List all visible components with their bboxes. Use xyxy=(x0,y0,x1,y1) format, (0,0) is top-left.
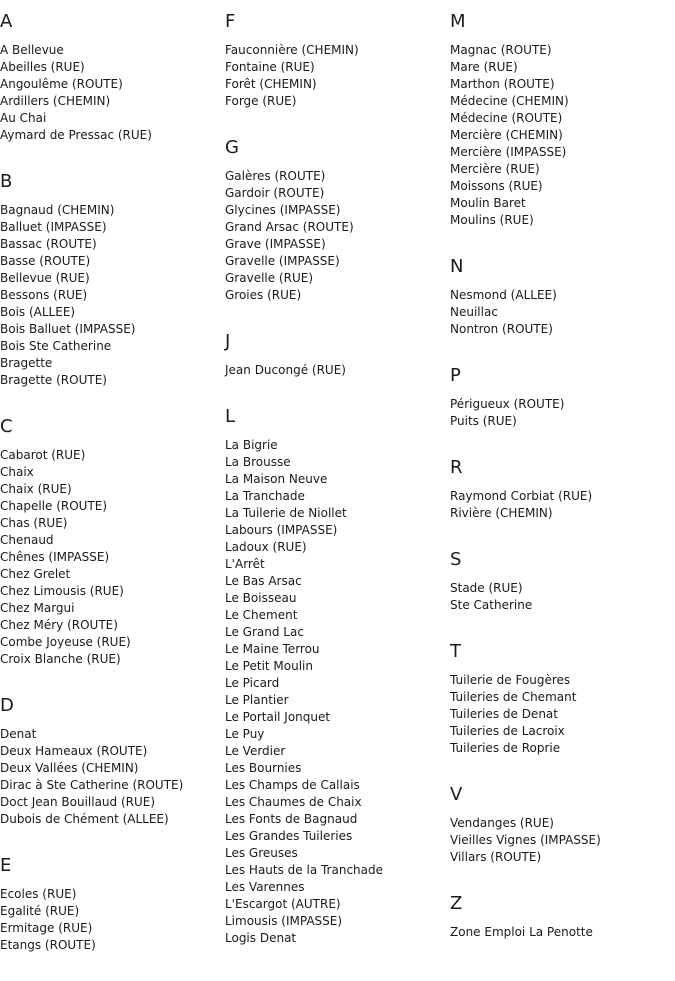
street-name: Le Portail Jonquet xyxy=(225,710,331,724)
street-list xyxy=(0,726,220,828)
street-name: A Bellevue xyxy=(0,43,64,57)
street-name: Le Bas Arsac xyxy=(225,574,302,588)
street-name: Les Varennes xyxy=(225,880,305,894)
street-name: Groies (RUE) xyxy=(225,288,302,302)
street-name: Zone Emploi La Penotte xyxy=(450,925,593,939)
street-name: Chaix (RUE) xyxy=(0,482,72,496)
street-name: Chez Limousis (RUE) xyxy=(0,584,124,598)
street-list xyxy=(450,815,670,866)
street-name: Doct Jean Bouillaud (RUE) xyxy=(0,795,156,809)
street-list xyxy=(225,42,445,110)
letter-heading: C xyxy=(0,416,13,437)
street-name: Ermitage (RUE) xyxy=(0,921,93,935)
letter-group xyxy=(450,11,670,229)
street-index-column-3 xyxy=(450,0,670,968)
street-list xyxy=(450,287,670,338)
street-name: Angoulême (ROUTE) xyxy=(0,77,123,91)
letter-heading: M xyxy=(450,11,466,32)
street-name: Le Puy xyxy=(225,727,265,741)
street-name: Le Boisseau xyxy=(225,591,297,605)
street-name: Combe Joyeuse (RUE) xyxy=(0,635,131,649)
letter-group xyxy=(450,784,670,866)
street-name: Labours (IMPASSE) xyxy=(225,523,338,537)
street-list xyxy=(0,42,220,144)
street-name: Raymond Corbiat (RUE) xyxy=(450,489,593,503)
street-name: Le Picard xyxy=(225,676,280,690)
street-name: Mare (RUE) xyxy=(450,60,518,74)
street-list xyxy=(225,362,445,379)
street-name: Neuillac xyxy=(450,305,498,319)
street-name: Les Champs de Callais xyxy=(225,778,360,792)
street-list xyxy=(450,396,670,430)
letter-group xyxy=(450,365,670,430)
street-name: Vieilles Vignes (IMPASSE) xyxy=(450,833,601,847)
street-index-column-1 xyxy=(0,0,220,981)
street-name: Grand Arsac (ROUTE) xyxy=(225,220,354,234)
letter-group xyxy=(225,137,445,304)
letter-group xyxy=(450,893,670,941)
letter-heading: E xyxy=(0,855,12,876)
street-name: Bragette (ROUTE) xyxy=(0,373,107,387)
street-name: La Tranchade xyxy=(225,489,305,503)
street-name: Moissons (RUE) xyxy=(450,179,543,193)
street-name: Gravelle (RUE) xyxy=(225,271,314,285)
street-name: Bellevue (RUE) xyxy=(0,271,90,285)
street-name: Abeilles (RUE) xyxy=(0,60,85,74)
street-name: Le Grand Lac xyxy=(225,625,304,639)
street-name: Périgueux (ROUTE) xyxy=(450,397,565,411)
street-list xyxy=(0,886,220,954)
letter-heading: T xyxy=(450,641,461,662)
letter-heading: D xyxy=(0,695,14,716)
street-index-column-2 xyxy=(225,0,445,974)
street-name: Aymard de Pressac (RUE) xyxy=(0,128,152,142)
street-name: Les Hauts de la Tranchade xyxy=(225,863,384,877)
street-name: Chaix xyxy=(0,465,34,479)
letter-heading: R xyxy=(450,457,463,478)
letter-heading: L xyxy=(225,406,236,427)
letter-group xyxy=(450,256,670,338)
street-list xyxy=(450,488,670,522)
street-name: Le Plantier xyxy=(225,693,289,707)
street-name: Glycines (IMPASSE) xyxy=(225,203,341,217)
street-name: Rivière (CHEMIN) xyxy=(450,506,553,520)
street-name: Bagnaud (CHEMIN) xyxy=(0,203,115,217)
street-name: Au Chai xyxy=(0,111,47,125)
street-list xyxy=(0,202,220,389)
street-name: Le Verdier xyxy=(225,744,286,758)
street-name: Le Petit Moulin xyxy=(225,659,313,673)
street-name: Gardoir (ROUTE) xyxy=(225,186,325,200)
street-name: Bois Ste Catherine xyxy=(0,339,112,353)
street-name: Logis Denat xyxy=(225,931,297,945)
letter-group xyxy=(450,549,670,614)
street-name: Moulin Baret xyxy=(450,196,526,210)
street-name: Forge (RUE) xyxy=(225,94,297,108)
letter-heading: P xyxy=(450,365,461,386)
letter-group xyxy=(225,11,445,110)
street-name: Dirac à Ste Catherine (ROUTE) xyxy=(0,778,184,792)
letter-group xyxy=(225,331,445,379)
letter-heading: N xyxy=(450,256,464,277)
street-name: Stade (RUE) xyxy=(450,581,523,595)
street-name: Ladoux (RUE) xyxy=(225,540,307,554)
street-name: Chez Méry (ROUTE) xyxy=(0,618,118,632)
street-name: Limousis (IMPASSE) xyxy=(225,914,343,928)
street-name: Deux Vallées (CHEMIN) xyxy=(0,761,139,775)
street-name: L'Escargot (AUTRE) xyxy=(225,897,341,911)
street-name: Tuileries de Roprie xyxy=(450,741,561,755)
street-list xyxy=(225,168,445,304)
street-name: Ste Catherine xyxy=(450,598,533,612)
street-name: Magnac (ROUTE) xyxy=(450,43,552,57)
letter-heading: J xyxy=(225,331,231,352)
street-name: Croix Blanche (RUE) xyxy=(0,652,121,666)
street-name: Les Fonts de Bagnaud xyxy=(225,812,358,826)
street-name: Ardillers (CHEMIN) xyxy=(0,94,111,108)
street-name: La Tuilerie de Niollet xyxy=(225,506,347,520)
street-name: Bragette xyxy=(0,356,53,370)
street-name: Balluet (IMPASSE) xyxy=(0,220,107,234)
street-name: Fauconnière (CHEMIN) xyxy=(225,43,359,57)
street-name: Vendanges (RUE) xyxy=(450,816,554,830)
letter-group xyxy=(0,171,220,389)
street-name: Marthon (ROUTE) xyxy=(450,77,555,91)
letter-group xyxy=(0,416,220,668)
street-name: Villars (ROUTE) xyxy=(450,850,542,864)
street-name: Chapelle (ROUTE) xyxy=(0,499,108,513)
letter-group xyxy=(0,11,220,144)
street-name: Deux Hameaux (ROUTE) xyxy=(0,744,148,758)
street-name: La Brousse xyxy=(225,455,291,469)
street-name: Jean Ducongé (RUE) xyxy=(225,363,346,377)
street-name: Grave (IMPASSE) xyxy=(225,237,326,251)
street-list xyxy=(0,447,220,668)
street-name: Chez Margui xyxy=(0,601,75,615)
street-name: Bessons (RUE) xyxy=(0,288,88,302)
street-name: Etangs (ROUTE) xyxy=(0,938,96,952)
street-name: Tuilerie de Fougères xyxy=(450,673,571,687)
street-name: Egalité (RUE) xyxy=(0,904,80,918)
letter-group xyxy=(450,457,670,522)
street-name: Forêt (CHEMIN) xyxy=(225,77,317,91)
street-name: Nesmond (ALLEE) xyxy=(450,288,557,302)
street-name: Cabarot (RUE) xyxy=(0,448,86,462)
street-name: Fontaine (RUE) xyxy=(225,60,315,74)
street-name: Chênes (IMPASSE) xyxy=(0,550,110,564)
street-name: Puits (RUE) xyxy=(450,414,517,428)
street-name: Bassac (ROUTE) xyxy=(0,237,97,251)
street-name: Le Maine Terrou xyxy=(225,642,320,656)
street-name: Mercière (CHEMIN) xyxy=(450,128,563,142)
street-name: Galères (ROUTE) xyxy=(225,169,326,183)
street-name: Nontron (ROUTE) xyxy=(450,322,553,336)
street-name: Les Bournies xyxy=(225,761,302,775)
street-name: Basse (ROUTE) xyxy=(0,254,91,268)
street-name: Bois Balluet (IMPASSE) xyxy=(0,322,136,336)
letter-group xyxy=(225,406,445,947)
street-name: Mercière (IMPASSE) xyxy=(450,145,567,159)
street-list xyxy=(450,924,670,941)
street-name: Les Greuses xyxy=(225,846,298,860)
street-name: Les Chaumes de Chaix xyxy=(225,795,362,809)
street-name: La Bigrie xyxy=(225,438,278,452)
letter-heading: Z xyxy=(450,893,463,914)
street-name: Ecoles (RUE) xyxy=(0,887,77,901)
street-list xyxy=(450,42,670,229)
street-name: La Maison Neuve xyxy=(225,472,328,486)
street-name: Médecine (ROUTE) xyxy=(450,111,563,125)
street-name: Mercière (RUE) xyxy=(450,162,540,176)
letter-heading: G xyxy=(225,137,239,158)
street-list xyxy=(225,437,445,947)
street-name: Chenaud xyxy=(0,533,54,547)
letter-group xyxy=(0,855,220,954)
street-name: Dubois de Chément (ALLEE) xyxy=(0,812,169,826)
street-name: Gravelle (IMPASSE) xyxy=(225,254,340,268)
letter-heading: B xyxy=(0,171,13,192)
letter-heading: V xyxy=(450,784,463,805)
street-name: Médecine (CHEMIN) xyxy=(450,94,569,108)
street-name: Le Chement xyxy=(225,608,298,622)
letter-group xyxy=(450,641,670,757)
street-name: Chas (RUE) xyxy=(0,516,68,530)
letter-heading: F xyxy=(225,11,236,32)
street-name: Tuileries de Chemant xyxy=(450,690,577,704)
street-name: Bois (ALLEE) xyxy=(0,305,76,319)
letter-heading: S xyxy=(450,549,462,570)
letter-heading: A xyxy=(0,11,13,32)
street-name: Les Grandes Tuileries xyxy=(225,829,353,843)
street-list xyxy=(450,672,670,757)
street-name: Moulins (RUE) xyxy=(450,213,534,227)
letter-group xyxy=(0,695,220,828)
street-name: Tuileries de Denat xyxy=(450,707,558,721)
street-name: L'Arrêt xyxy=(225,557,265,571)
street-name: Chez Grelet xyxy=(0,567,71,581)
street-name: Tuileries de Lacroix xyxy=(450,724,565,738)
street-name: Denat xyxy=(0,727,37,741)
street-list xyxy=(450,580,670,614)
